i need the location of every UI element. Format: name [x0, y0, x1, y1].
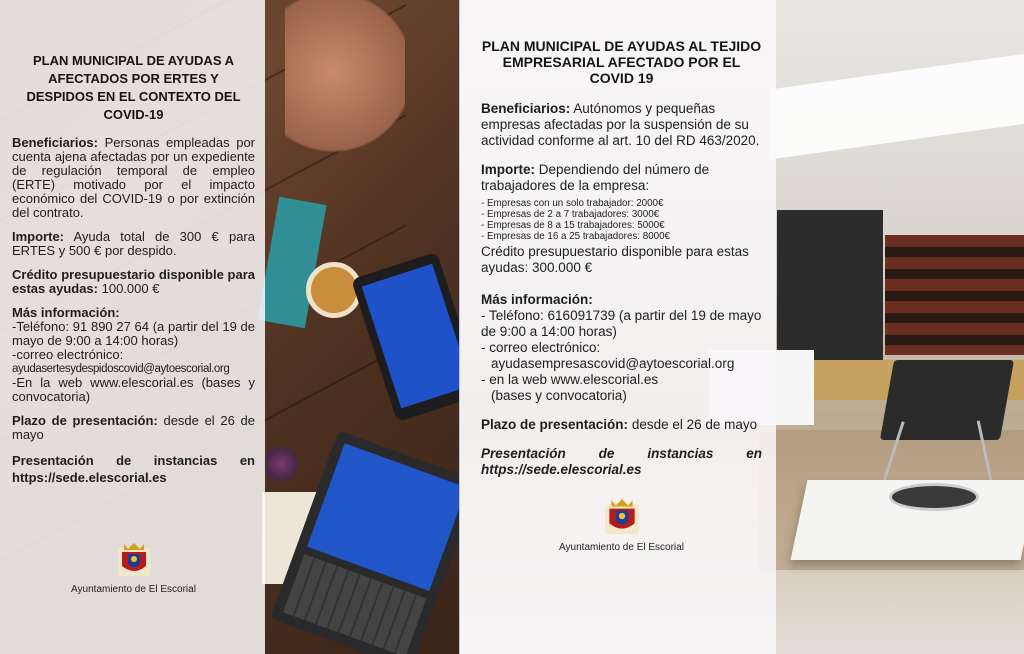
crest-icon	[114, 540, 154, 578]
person-hand	[285, 0, 405, 180]
tier-item: - Empresas de 16 a 25 trabajadores: 8000€	[481, 231, 670, 242]
left-beneficiarios	[12, 136, 255, 220]
right-presentacion[interactable]: Presentación de instancias en https://sede.elescorial.es	[481, 446, 762, 477]
right-credito: Crédito presupuestario disponible para estas ayudas: 300.000 €	[481, 244, 749, 275]
left-flyer-panel	[0, 0, 265, 654]
left-flyer-title: PLAN MUNICIPAL DE AYUDAS A AFECTADOS POR ERTES Y DESPIDOS EN EL CONTEXTO DEL COVID-19	[26, 53, 241, 122]
left-importe	[12, 230, 255, 258]
dark-wall	[777, 210, 883, 360]
right-beneficiarios	[481, 101, 762, 149]
right-importe-label: Importe:	[481, 162, 535, 177]
left-info	[12, 306, 255, 404]
right-tiers-list	[481, 198, 762, 242]
right-telefono: - Teléfono: 616091739 (a partir del 19 de mayo de 9:00 a 14:00 horas)	[481, 308, 762, 339]
right-web[interactable]: - en la web www.elescorial.es	[481, 372, 659, 387]
tier-item: - Empresas con un solo trabajador: 2000€	[481, 198, 664, 209]
right-importe	[481, 162, 762, 194]
right-plazo-label: Plazo de presentación:	[481, 417, 629, 432]
left-plazo	[12, 414, 255, 442]
right-web-sub: (bases y convocatoria)	[491, 388, 627, 403]
tier-item: - Empresas de 8 a 15 trabajadores: 5000€	[481, 220, 665, 231]
right-ayuntamiento: Ayuntamiento de El Escorial	[559, 542, 684, 553]
left-telefono: -Teléfono: 91 890 27 64 (a partir del 19 de mayo de 9:00 a 14:00 horas)	[12, 319, 255, 348]
left-credito-label: Crédito presupuestario disponible para estas ayudas:	[12, 267, 255, 296]
right-plazo	[481, 417, 762, 433]
left-importe-label: Importe:	[12, 229, 64, 244]
left-beneficiarios-text: Personas empleadas por cuenta ajena afectadas por un expediente de regulación temporal de empleo (ERTE) motivado por el impacto económico del COVID-19 o por extinción del contrato.	[12, 135, 255, 220]
left-correo[interactable]: ayudasertesydespidoscovid@aytoescorial.org	[12, 363, 230, 375]
right-info	[481, 292, 762, 404]
left-plazo-text: desde el 26 de mayo	[12, 413, 256, 442]
book-shelves	[885, 235, 1024, 355]
left-credito-value: 100.000 €	[101, 281, 160, 296]
ceiling-light	[769, 50, 1024, 159]
left-info-label: Más información:	[12, 305, 120, 320]
right-info-label: Más información:	[481, 292, 593, 307]
left-web[interactable]: -En la web www.elescorial.es (bases y convocatoria)	[12, 375, 255, 404]
left-importe-text: Ayuda total de 300 € para ERTES y 500 € por despido.	[12, 229, 255, 258]
left-ayuntamiento: Ayuntamiento de El Escorial	[71, 584, 196, 595]
flower-plant	[263, 446, 299, 482]
tier-item: - Empresas de 2 a 7 trabajadores: 3000€	[481, 209, 660, 220]
left-presentacion[interactable]: Presentación de instancias en https://sede.elescorial.es	[12, 453, 255, 485]
right-beneficiarios-text: Autónomos y pequeñas empresas afectadas por la suspensión de su actividad conforme al art. 10 del RD 463/2020.	[481, 101, 760, 148]
tablet-device	[351, 252, 460, 422]
decor-bowl	[889, 483, 979, 511]
right-flyer-title: PLAN MUNICIPAL DE AYUDAS AL TEJIDO EMPRESARIAL AFECTADO POR EL COVID 19	[481, 38, 762, 86]
right-plazo-text: desde el 26 de mayo	[631, 417, 758, 432]
left-correo-label: -correo electrónico:	[12, 347, 124, 362]
crest-icon	[600, 496, 644, 536]
left-plazo-label: Plazo de presentación:	[12, 413, 158, 428]
right-beneficiarios-label: Beneficiarios:	[481, 101, 571, 116]
right-importe-text: Dependiendo del número de trabajadores de la empresa:	[481, 162, 710, 193]
right-correo[interactable]: ayudasempresascovid@aytoescorial.org	[491, 356, 735, 371]
left-credito	[12, 268, 255, 296]
right-flyer-panel	[459, 0, 776, 654]
left-beneficiarios-label: Beneficiarios:	[12, 135, 98, 150]
right-correo-label: - correo electrónico:	[481, 340, 601, 355]
